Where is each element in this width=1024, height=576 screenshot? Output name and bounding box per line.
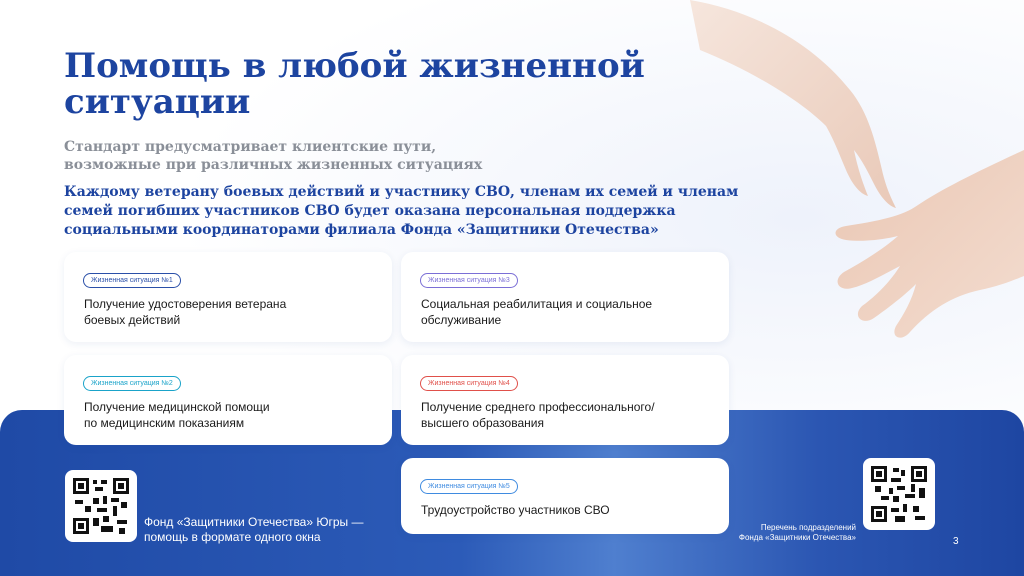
situation-card-5[interactable] [401, 458, 729, 534]
situation-line: по медицинским показаниям [84, 416, 245, 430]
situation-text [421, 296, 721, 328]
situation-text [84, 296, 384, 328]
title-line: ситуации [64, 82, 251, 122]
situation-tag: Жизненная ситуация №4 [420, 376, 518, 391]
page-title [64, 48, 664, 120]
title-line: Помощь в любой жизненной [64, 46, 645, 86]
subtitle-line: возможные при различных жизненных ситуациях [64, 157, 483, 173]
lead-line: семей погибших участников СВО будет оказана персональная поддержка [64, 203, 676, 219]
subtitle [64, 138, 584, 174]
page-number: 3 [953, 536, 959, 547]
situation-card-2[interactable] [64, 355, 392, 445]
situation-text [421, 502, 721, 518]
situation-line: Получение удостоверения ветерана [84, 297, 287, 311]
situation-tag: Жизненная ситуация №3 [420, 273, 518, 288]
subtitle-line: Стандарт предусматривает клиентские пути, [64, 139, 437, 155]
qr-pattern-icon [871, 466, 927, 522]
situation-text [421, 399, 721, 431]
situation-line: боевых действий [84, 313, 181, 327]
lead-text [64, 183, 744, 240]
departments-caption-line: Перечень подразделений [760, 523, 856, 532]
situation-tag: Жизненная ситуация №5 [420, 479, 518, 494]
lead-line: Каждому ветерану боевых действий и участнику СВО, членам их семей и членам [64, 184, 739, 200]
situation-line: обслуживание [421, 313, 502, 327]
fund-caption-line: Фонд «Защитники Отечества» Югры — [144, 515, 364, 529]
fund-caption-line: помощь в формате одного окна [144, 530, 321, 544]
fund-caption [144, 515, 404, 545]
situation-card-3[interactable] [401, 252, 729, 342]
qr-pattern-icon [73, 478, 129, 534]
qr-code-left[interactable] [65, 470, 137, 542]
situation-tag: Жизненная ситуация №2 [83, 376, 181, 391]
departments-caption-line: Фонда «Защитники Отечества» [738, 533, 856, 542]
situation-text [84, 399, 384, 431]
situation-line: Получение среднего профессионального/ [421, 400, 655, 414]
situation-tag: Жизненная ситуация №1 [83, 273, 181, 288]
situation-line: высшего образования [421, 416, 544, 430]
departments-caption [690, 523, 856, 543]
situation-line: Трудоустройство участников СВО [421, 503, 610, 517]
situation-card-1[interactable] [64, 252, 392, 342]
situation-line: Социальная реабилитация и социальное [421, 297, 653, 311]
qr-code-right[interactable] [863, 458, 935, 530]
situation-line: Получение медицинской помощи [84, 400, 270, 414]
situation-card-4[interactable] [401, 355, 729, 445]
lead-line: социальными координаторами филиала Фонда «Защитники Отечества» [64, 222, 659, 238]
